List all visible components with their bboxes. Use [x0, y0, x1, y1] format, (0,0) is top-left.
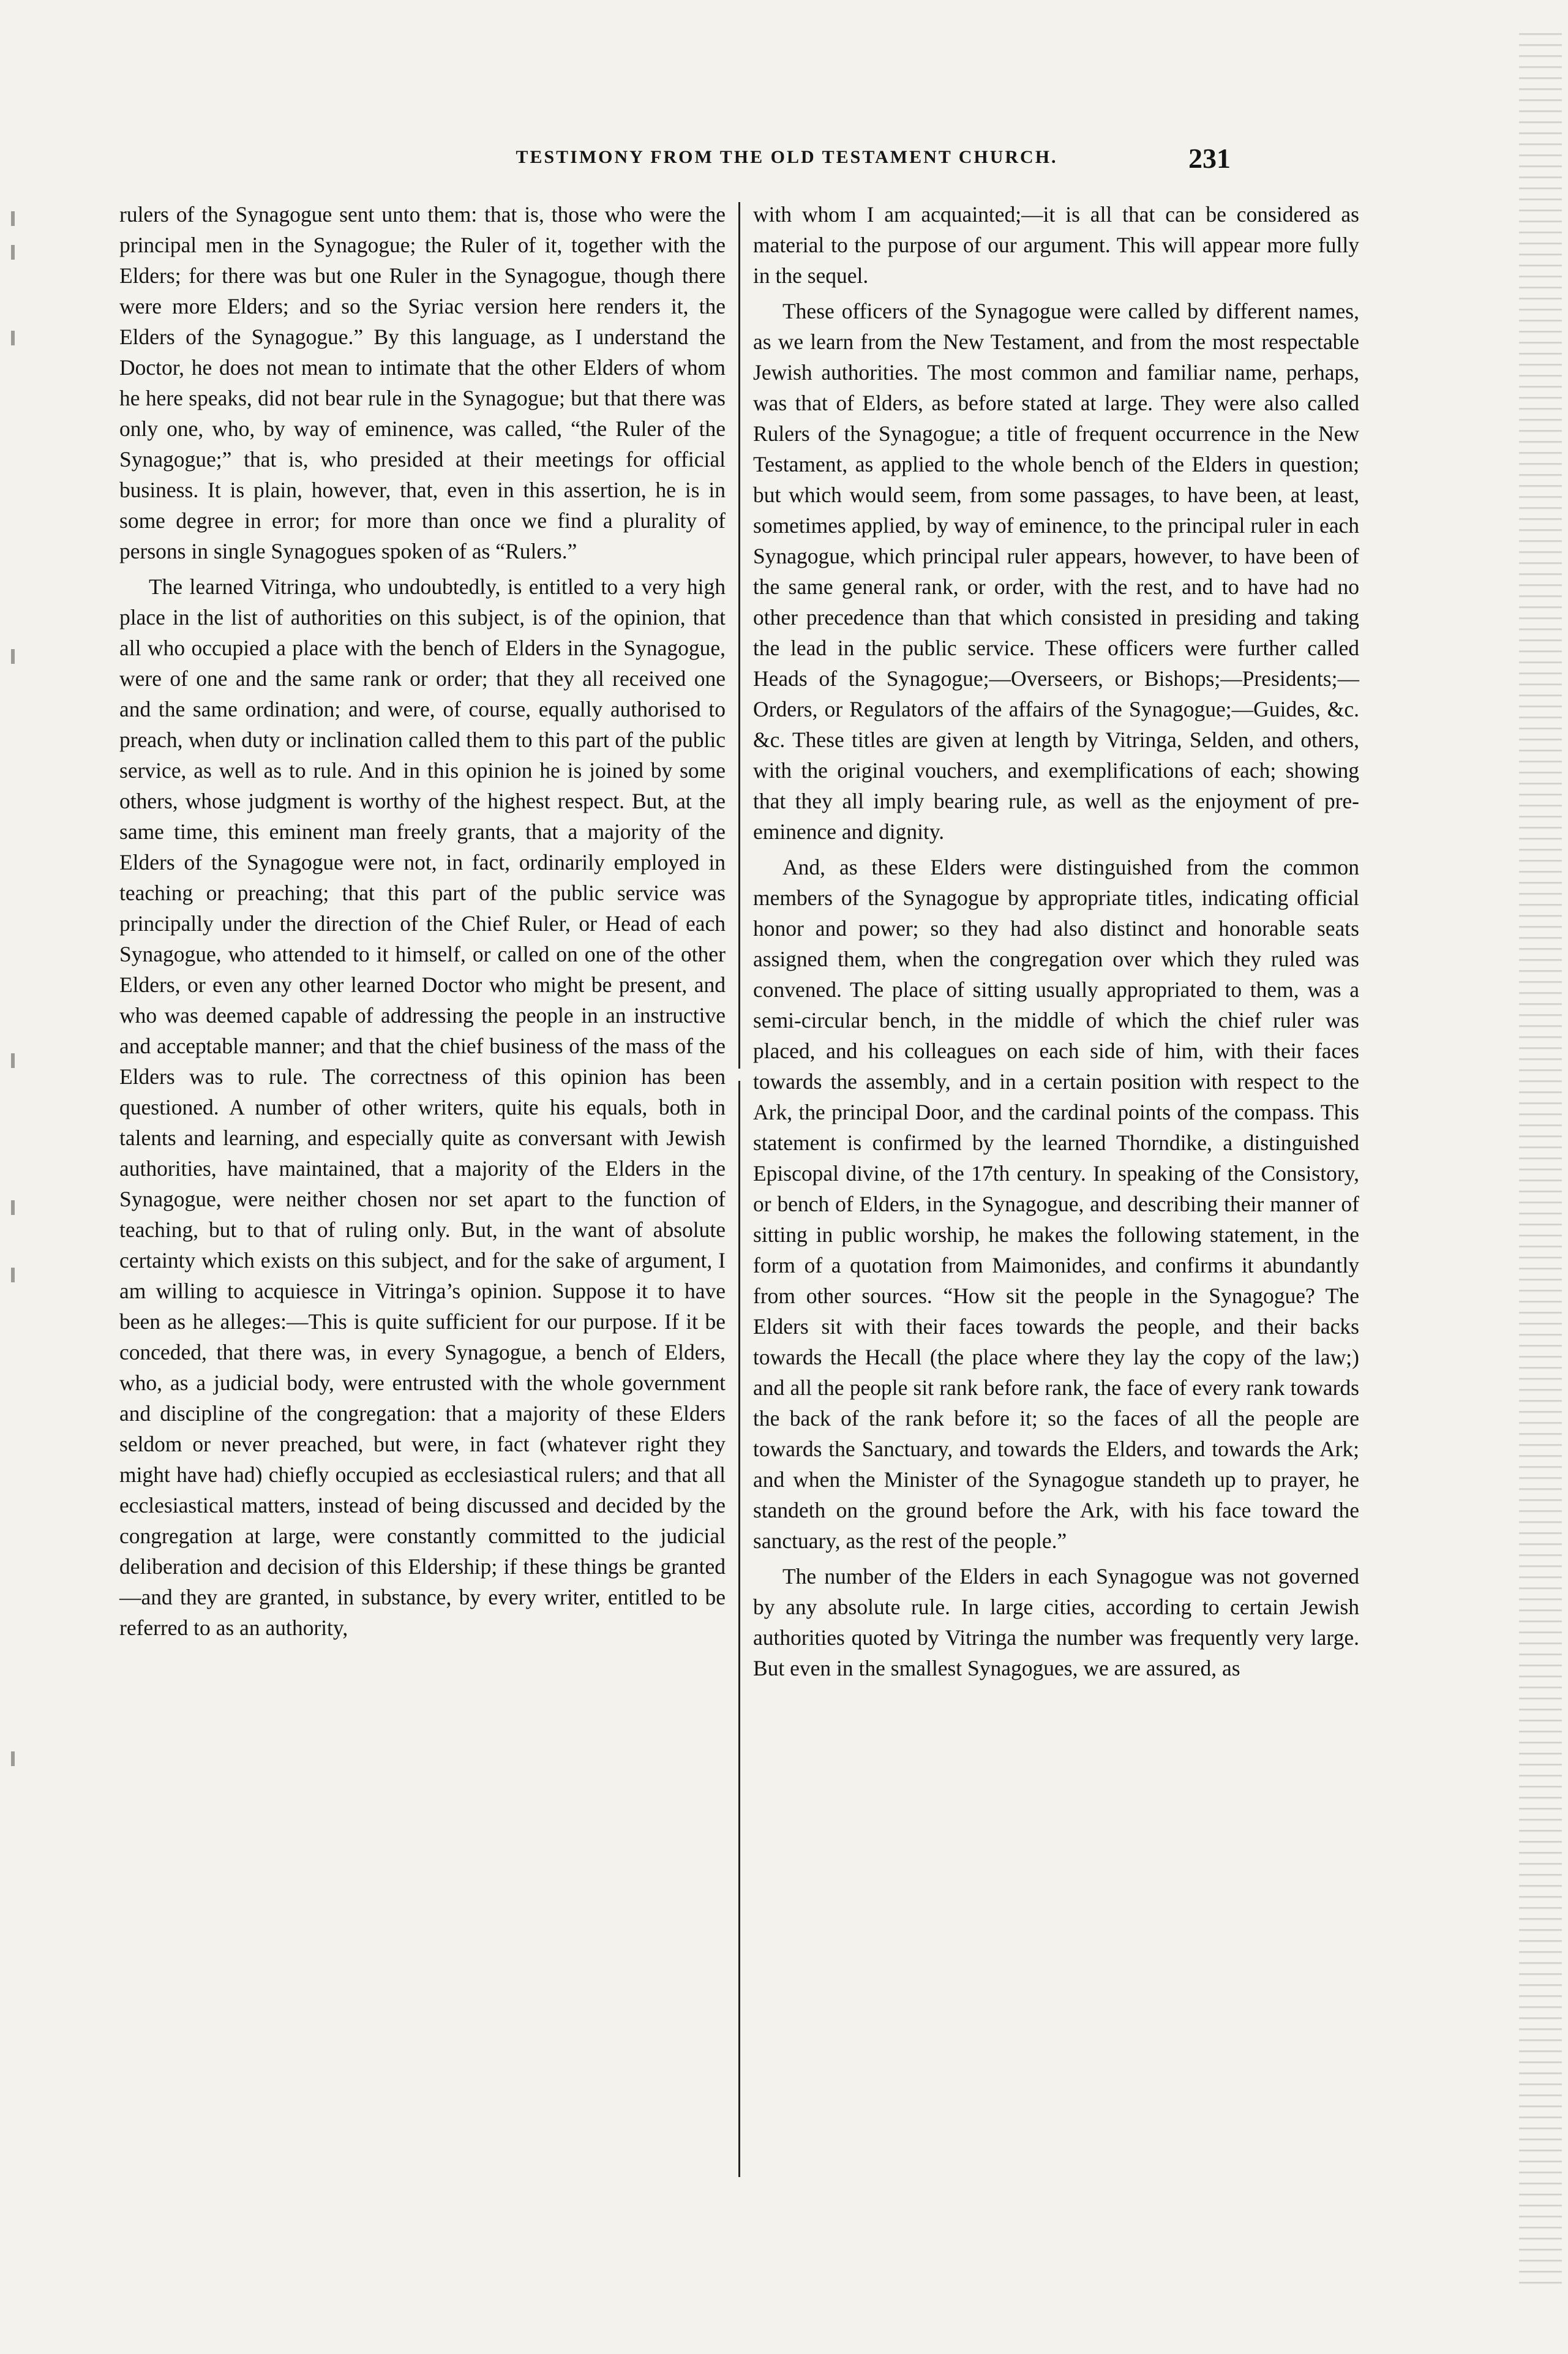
running-head [343, 143, 1231, 184]
margin-mark [11, 649, 15, 664]
column-divider-upper [738, 202, 740, 1069]
margin-mark [11, 331, 15, 345]
margin-mark [11, 1053, 15, 1068]
right-column [753, 199, 1359, 1683]
left-column [119, 199, 726, 1643]
right-paragraph-1: with whom I am acquainted;—it is all that can be considered as material to the purpose of our argument. This will appear more fully in the sequel. [753, 202, 1359, 288]
right-paragraph-3: And, as these Elders were distinguished from the common members of the Synagogue by appropriate titles, indicating official honor and power; so they had also distinct and honorable seats assigned them, when the congregation over which they ruled was convened. The place of sitting usually appropriated to them, was a semi-circular bench, in the middle of which the chief ruler was placed, and his colleagues on each side of him, with their faces towards the assembly, and in a certain position with respect to the Ark, the principal Door, and the cardinal points of the compass. This statement is confirmed by the learned Thorndike, a distinguished Episcopal divine, of the 17th century. In speaking of the Consistory, or bench of Elders, in the Synagogue, and describing their manner of sitting in public worship, he makes the following statement, in the form of a quotation from Maimonides, and confirms it abundantly from other sources. “How sit the people in the Synagogue? The Elders sit with their faces towards the people, and their backs towards the Hecall (the place where they lay the copy of the law;) and all the people sit rank before rank, the face of every rank towards the back of the rank before it; so the faces of all the people are towards the Sanctuary, and towards the Elders, and towards the Ark; and when the Minister of the Synagogue standeth up to prayer, he standeth on the ground before the Ark, with his face toward the sanctuary, as the rest of the people.” [753, 855, 1359, 1553]
left-paragraph-2: The learned Vitringa, who undoubtedly, is entitled to a very high place in the list of authorities on this subject, is of the opinion, that all who occupied a place with the bench of Elders in the Synagogue, were of one and the same rank or order; that they all received one and the same ordination; and were, of course, equally authorised to preach, when duty or inclination called them to this part of the public service, as well as to rule. And in this opinion he is joined by some others, whose judgment is worthy of the highest respect. But, at the same time, this eminent man freely grants, that a majority of the Elders of the Synagogue were not, in fact, ordinarily employed in teaching or preaching; that this part of the public service was principally under the direction of the Chief Ruler, or Head of each Synagogue, who attended to it himself, or called on one of the other Elders, or even any other learned Doctor who might be present, and who was deemed capable of addressing the people in an instructive and acceptable manner; and that the chief business of the mass of the Elders was to rule. The correctness of this opinion has been questioned. A number of other writers, quite his equals, both in talents and learning, and especially quite as conversant with Jewish authorities, have maintained, that a majority of the Elders in the Synagogue, were neither chosen nor set apart to the function of teaching, but to that of ruling only. But, in the want of absolute certainty which exists on this subject, and for the sake of argument, I am willing to acquiesce in Vitringa’s opinion. Suppose it to have been as he alleges:—This is quite sufficient for our purpose. If it be conceded, that there was, in every Synagogue, a bench of Elders, who, as a judicial body, were entrusted with the whole government and discipline of the congregation: that a majority of these Elders seldom or never preached, but were, in fact (whatever right they might have had) chiefly occupied as ecclesiastical rulers; and that all ecclesiastical matters, instead of being discussed and decided by the congregation at large, were constantly committed to the judicial deliberation and decision of this Eldership; if these things be granted—and they are granted, in substance, by every writer, entitled to be referred to as an authority, [119, 574, 726, 1640]
right-paragraph-4: The number of the Elders in each Synagogue was not governed by any absolute rule. In large cities, according to certain Jewish authorities quoted by Vitringa the number was frequently very large. But even in the smallest Synagogues, we are assured, as [753, 1564, 1359, 1680]
margin-mark [11, 211, 15, 226]
margin-mark [11, 1751, 15, 1766]
margin-mark [11, 1268, 15, 1282]
margin-mark [11, 245, 15, 260]
page-number: 231 [1188, 143, 1231, 174]
running-title: TESTIMONY FROM THE OLD TESTAMENT CHURCH. [516, 147, 1058, 167]
right-paragraph-2: These officers of the Synagogue were called by different names, as we learn from the New Testament, and from the most respectable Jewish authorities. The most common and familiar name, perhaps, was that of Elders, as before stated at large. They were also called Rulers of the Synagogue; a title of frequent occurrence in the New Testament, as applied to the whole bench of the Elders in question; but which would seem, from some passages, to have been, at least, sometimes applied, by way of eminence, to the principal ruler in each Synagogue, which principal ruler appears, however, to have been of the same general rank, or order, with the rest, and to have had no other precedence than that which consisted in presiding and taking the lead in the public service. These officers were further called Heads of the Synagogue;—Overseers, or Bishops;—Presidents;—Orders, or Regulators of the affairs of the Synagogue;—Guides, &c. &c. These titles are given at length by Vitringa, Selden, and others, with the original vouchers, and exemplifications of each; showing that they all imply bearing rule, as well as the enjoyment of pre-eminence and dignity. [753, 299, 1359, 844]
left-paragraph-1: rulers of the Synagogue sent unto them: that is, those who were the principal men in the Synagogue; the Ruler of it, together with the Elders; for there was but one Ruler in the Synagogue, though there were more Elders; and so the Syriac version here renders it, the Elders of the Synagogue.” By this language, as I understand the Doctor, he does not mean to intimate that the other Elders of whom he here speaks, did not bear rule in the Synagogue; but that there was only one, who, by way of eminence, was called, “the Ruler of the Synagogue;” that is, who presided at their meetings for official business. It is plain, however, that, even in this assertion, he is in some degree in error; for more than once we find a plurality of persons in single Synagogues spoken of as “Rulers.” [119, 202, 726, 563]
column-divider-lower [738, 1081, 740, 2177]
margin-mark [11, 1200, 15, 1215]
scan-edge-noise [1519, 24, 1562, 2290]
